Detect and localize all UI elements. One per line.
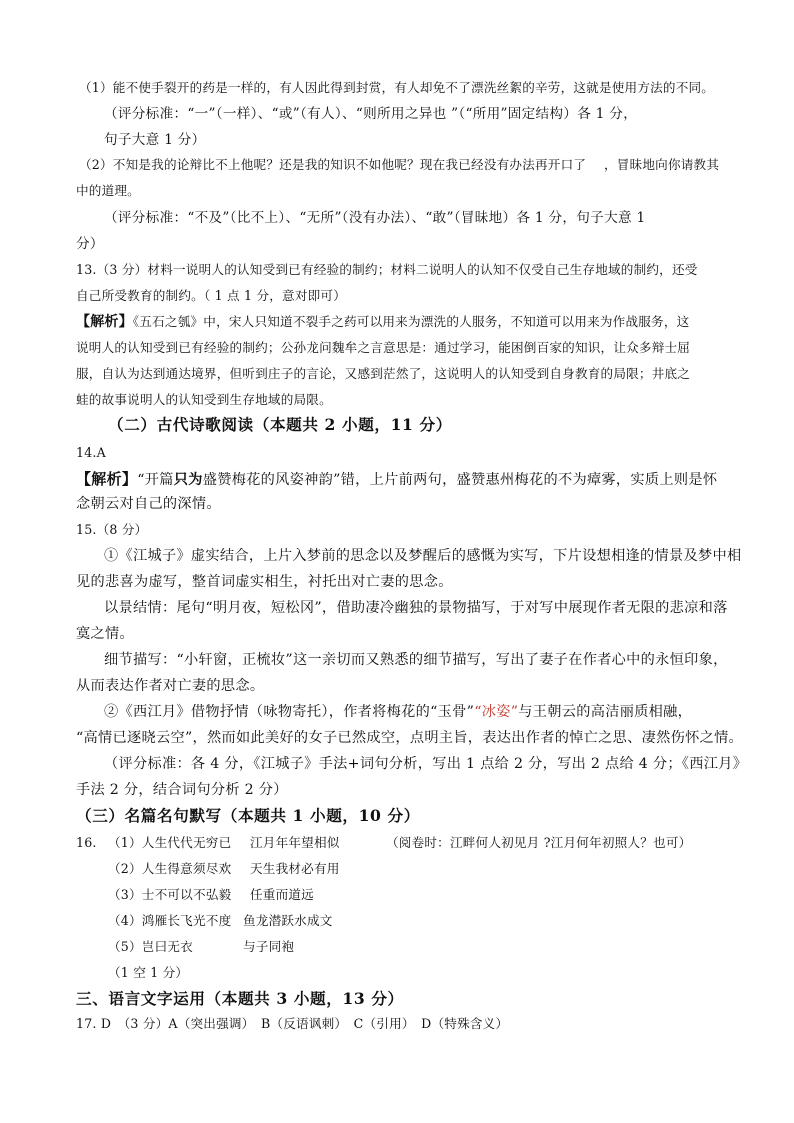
q15-answer-line1: ①《江城子》虚实结合，上片入梦前的思念以及梦醒后的感慨为实写，下片设想相逢的情景及梦中相 — [104, 548, 742, 564]
q12-scoring-1a: （评分标准：“一”（一样）、“或”（有人）、“则所用之异也 ”（“所用”固定结构）各 1 分， — [104, 106, 638, 122]
q16-item-5b: 与子同袍 — [243, 939, 295, 954]
q13-analysis-line2: 说明人的认知受到已有经验的制约；公孙龙问魏牟之言意思是：通过学习，能困倒百家的知识，让众多辩士屈 — [76, 340, 691, 355]
q15-header: 15.（8 分） — [76, 522, 148, 537]
q13-answer-line1: 13.（3 分）材料一说明人的认知受到已有经验的制约；材料二说明人的认知不仅受自己生存地域的制约，还受 — [76, 262, 698, 277]
q16-score: （1 空 1 分） — [108, 965, 189, 980]
q15-scoring-line1: （评分标准：各 4 分，《江城子》手法+词句分析，写出 1 点给 2 分，写出 2 点给 4 分；《西江月》 — [104, 756, 748, 772]
q15-answer-line5: 细节描写：“小轩窗，正梳妆”这一亲切而又熟悉的细节描写，写出了妻子在作者心中的永恒印象， — [104, 652, 728, 668]
q12-scoring-1b: 句子大意 1 分） — [104, 132, 206, 148]
highlighted-phrase: “冰姿” — [474, 704, 519, 720]
q16-number: 16. — [76, 835, 97, 850]
q12-answer-2c: 中的道理。 — [76, 183, 140, 198]
q15-answer-line7: ②《西江月》借物抒情（咏物寄托），作者将梅花的“玉骨”“冰姿”与王朝云的高洁丽质相融， — [104, 704, 693, 720]
q12-scoring-2b: 分） — [76, 236, 104, 252]
section-heading-dictation: （三）名篇名句默写（本题共 1 小题，10 分） — [76, 806, 420, 825]
q16-item-2a: （2）人生得意须尽欢 — [108, 861, 232, 876]
q16-item-5a: （5）岂曰无衣 — [108, 939, 193, 954]
q16-item-1b: 江月年年望相似 — [250, 835, 340, 850]
analysis-tag: 【解析】 — [76, 470, 138, 488]
q15-scoring-line2: 手法 2 分，结合词句分析 2 分） — [76, 782, 288, 798]
q12-scoring-2a: （评分标准：“不及”（比不上）、“无所”（没有办法）、“敢”（冒昧地）各 1 分，句子大意 1 — [104, 210, 646, 226]
q12-answer-2a: （2）不知是我的论辩比不上他呢？还是我的知识不如他呢？现在我已经没有办法再开口了 — [79, 157, 587, 172]
q15-answer-line6: 从而表达作者对亡妻的思念。 — [76, 678, 265, 694]
section-heading-poetry: （二）古代诗歌阅读（本题共 2 小题，11 分） — [108, 415, 452, 434]
q14-analysis-line1: 【解析】“开篇只为盛赞梅花的风姿神韵”错，上片前两句，盛赞惠州梅花的不为瘴雾，实质上则是怀 — [76, 470, 718, 488]
q14-answer: 14.A — [76, 445, 106, 460]
q12-answer-2b: ，冒昧地向你请教其 — [604, 157, 720, 172]
q13-analysis-line4: 蛙的故事说明人的认知受到生存地域的局限。 — [76, 392, 332, 407]
q17-answer: 17. D （3 分）A（突出强调） B（反语讽刺） C（引用） D（特殊含义） — [76, 1016, 509, 1031]
q16-item-4b: 鱼龙潜跃水成文 — [243, 913, 333, 928]
section-heading-language: 三、语言文字运用（本题共 3 小题，13 分） — [76, 989, 404, 1008]
q16-note: （阅卷时：江畔何人初见月 ?江月何年初照人？也可） — [386, 835, 692, 850]
q15-answer-line3: 以景结情：尾句“明月夜，短松冈”，借助凄冷幽独的景物描写，于对写中展现作者无限的悲凉和落 — [104, 600, 728, 616]
q16-item-3b: 任重而道远 — [250, 887, 314, 902]
q14-analysis-line2: 念朝云对自己的深情。 — [76, 496, 221, 512]
q15-answer-line8: “高情已逐晓云空”，然而如此美好的女子已然成空，点明主旨，表达出作者的悼亡之思、凄然伤怀之情。 — [76, 730, 744, 746]
q15-answer-line4: 寞之情。 — [76, 626, 134, 642]
q16-item-2b: 天生我材必有用 — [250, 861, 340, 876]
q13-analysis-line1: 【解析】《五石之瓠》中，宋人只知道不裂手之药可以用来为漂洗的人服务，不知道可以用来为作战服务，这 — [76, 314, 690, 330]
q13-answer-line2: 自己所受教育的制约。（ 1 点 1 分，意对即可） — [76, 288, 347, 303]
q15-answer-line2: 见的悲喜为虚写，整首词虚实相生，衬托出对亡妻的思念。 — [76, 574, 453, 590]
q13-analysis-line3: 服，自认为达到通达境界，但听到庄子的言论，又感到茫然了，这说明人的认知受到自身教育的局限；井底之 — [76, 366, 691, 381]
q12-answer-1: （1）能不使手裂开的药是一样的，有人因此得到封赏，有人却免不了漂洗丝絮的辛劳，这就是使用方法的不同。 — [79, 80, 715, 95]
q16-item-1a: （1）人生代代无穷已 — [108, 835, 232, 850]
analysis-tag: 【解析】 — [76, 314, 133, 330]
q16-item-3a: （3）士不可以不弘毅 — [108, 887, 232, 902]
q16-item-4a: （4）鸿雁长飞光不度 — [108, 913, 232, 928]
